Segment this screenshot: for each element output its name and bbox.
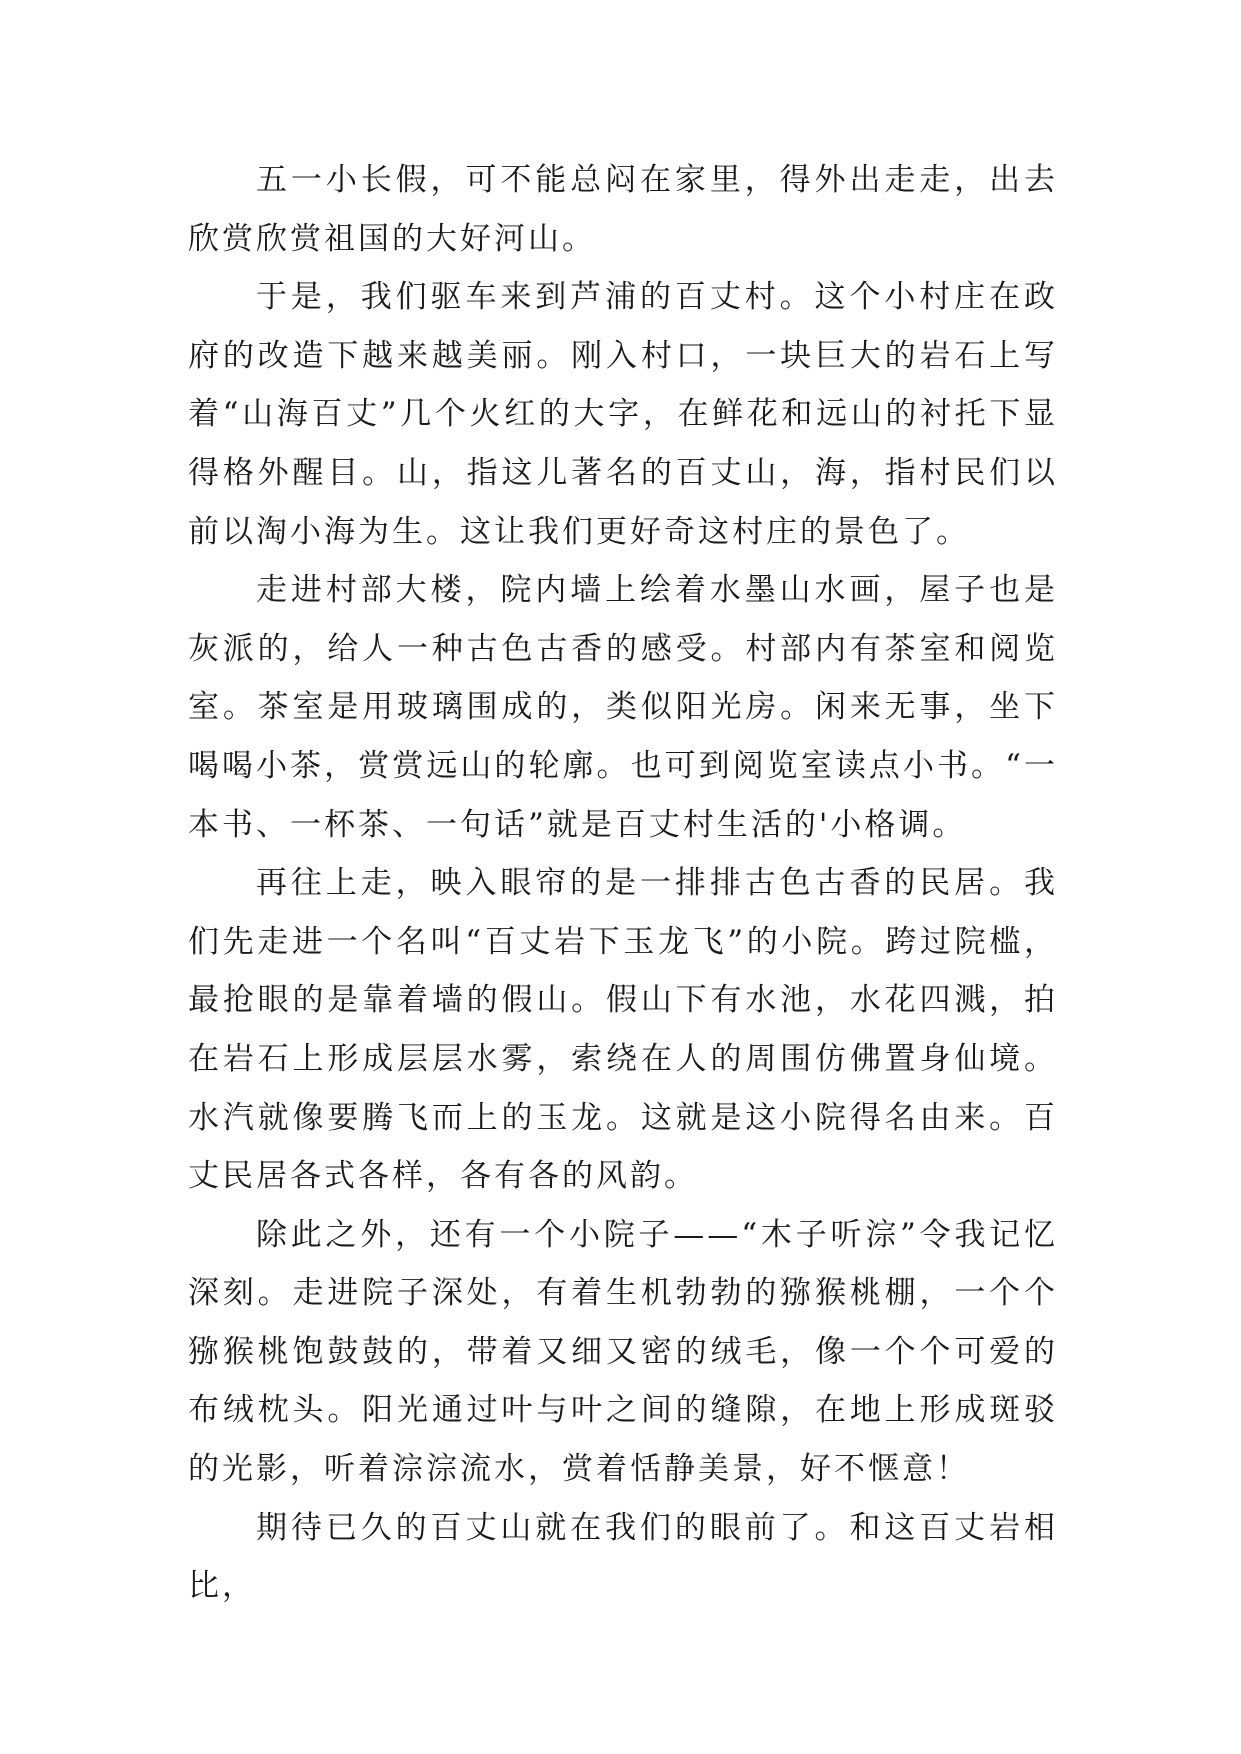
paragraph-1: 五一小长假，可不能总闷在家里，得外出走走，出去欣赏欣赏祖国的大好河山。 — [188, 162, 1058, 257]
essay-body — [188, 151, 1058, 1616]
paragraph-2: 于是，我们驱车来到芦浦的百丈村。这个小村庄在政府的改造下越来越美丽。刚入村口，一块巨大的岩石上写着“山海百丈”几个火红的大字，在鲜花和远山的衬托下显得格外醒目。山，指这儿著名的百丈山，海，指村民们以前以淘小海为生。这让我们更好奇这村庄的景色了。 — [188, 279, 1058, 550]
paragraph-4: 再往上走，映入眼帘的是一排排古色古香的民居。我们先走进一个名叫“百丈岩下玉龙飞”的小院。跨过院槛，最抢眼的是靠着墙的假山。假山下有水池，水花四溅，拍在岩石上形成层层水雾，索绕在人的周围仿佛置身仙境。水汽就像要腾飞而上的玉龙。这就是这小院得名由来。百丈民居各式各样，各有各的风韵。 — [188, 865, 1058, 1195]
paragraph-6: 期待已久的百丈山就在我们的眼前了。和这百丈岩相比， — [188, 1509, 1058, 1605]
paragraph-3: 走进村部大楼，院内墙上绘着水墨山水画，屋子也是灰派的，给人一种古色古香的感受。村部内有茶室和阅览室。茶室是用玻璃围成的，类似阳光房。闲来无事，坐下喝喝小茶，赏赏远山的轮廓。也可到阅览室读点小书。“一本书、一杯茶、一句话”就是百丈村生活的'小格调。 — [188, 572, 1058, 843]
paragraph-5: 除此之外，还有一个小院子——“木子听淙”令我记忆深刻。走进院子深处，有着生机勃勃的猕猴桃棚，一个个猕猴桃饱鼓鼓的，带着又细又密的绒毛，像一个个可爱的布绒枕头。阳光通过叶与叶之间的缝隙，在地上形成斑驳的光影，听着淙淙流水，赏着恬静美景，好不惬意！ — [188, 1216, 1058, 1488]
